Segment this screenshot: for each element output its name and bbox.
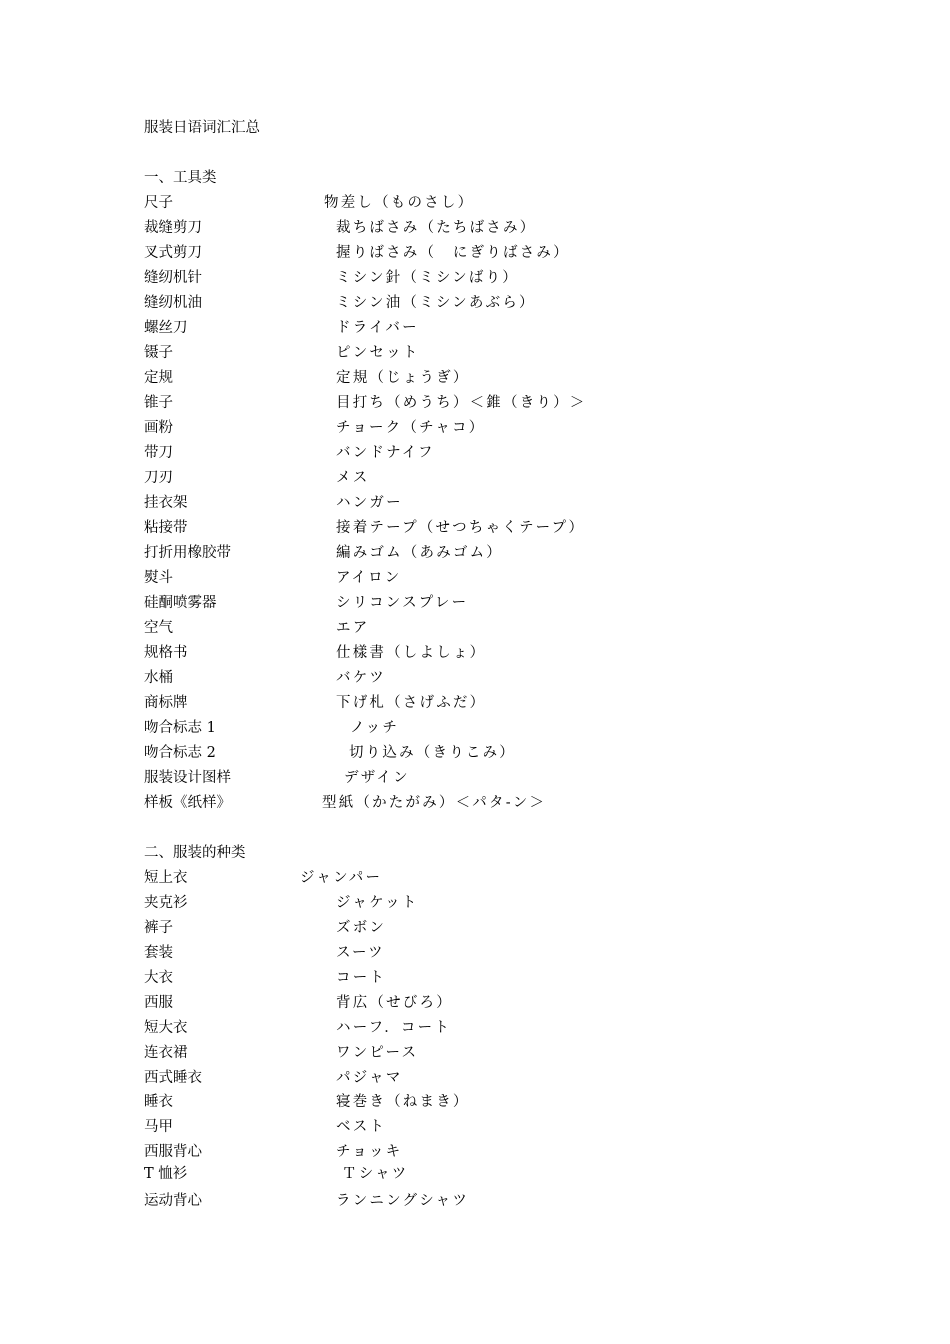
section-heading-tools: 一、工具类 xyxy=(144,170,217,186)
japanese-term: ピンセット xyxy=(336,345,420,361)
list-item xyxy=(144,518,586,538)
japanese-term: 型紙（かたがみ）＜パタ-ン＞ xyxy=(322,795,547,811)
list-item xyxy=(144,1043,419,1063)
chinese-term: 水桶 xyxy=(144,670,173,686)
chinese-term: 裁缝剪刀 xyxy=(144,220,202,236)
list-item xyxy=(144,543,503,563)
list-item xyxy=(144,243,570,263)
chinese-term: 服装设计图样 xyxy=(144,770,231,786)
japanese-term: アイロン xyxy=(336,570,402,586)
list-item xyxy=(144,1092,470,1112)
chinese-term: 马甲 xyxy=(144,1119,173,1135)
japanese-term: エア xyxy=(336,620,370,636)
chinese-term: 尺子 xyxy=(144,195,173,211)
document-title: 服装日语词汇汇总 xyxy=(144,120,260,136)
chinese-term: 夹克衫 xyxy=(144,895,188,911)
chinese-term: 挂衣架 xyxy=(144,495,188,511)
japanese-term: 接着テープ（せつちゃくテープ） xyxy=(336,520,586,536)
japanese-term: ドライバー xyxy=(336,320,419,336)
japanese-term: ジャンパー xyxy=(300,870,383,886)
chinese-term: 粘接带 xyxy=(144,520,188,536)
japanese-term: バケツ xyxy=(336,670,386,686)
japanese-term: スーツ xyxy=(336,945,385,961)
chinese-term: 硅酮喷雾器 xyxy=(144,595,217,611)
chinese-term: 画粉 xyxy=(144,420,173,436)
chinese-term: 吻合标志 1 xyxy=(144,720,216,736)
japanese-term: 背広（せびろ） xyxy=(336,995,453,1011)
japanese-term: ジャケット xyxy=(336,895,419,911)
chinese-term: 镊子 xyxy=(144,345,173,361)
japanese-term: パジャマ xyxy=(336,1070,403,1086)
list-item xyxy=(144,568,402,588)
list-item xyxy=(144,768,410,788)
list-item xyxy=(144,468,370,488)
japanese-term: 握りばさみ（ にぎりばさみ） xyxy=(336,245,570,261)
chinese-term: 商标牌 xyxy=(144,695,188,711)
chinese-term: 熨斗 xyxy=(144,570,173,586)
list-item xyxy=(144,418,486,438)
japanese-term: ハンガー xyxy=(336,495,403,511)
japanese-term: シリコンスプレー xyxy=(336,595,469,611)
chinese-term: 刀刃 xyxy=(144,470,173,486)
chinese-term: 套装 xyxy=(144,945,173,961)
chinese-term: 运动背心 xyxy=(144,1193,202,1209)
japanese-term: Ｔシャツ xyxy=(342,1166,409,1182)
list-item xyxy=(144,743,516,763)
japanese-term: ミシン針（ミシンばり） xyxy=(336,270,519,286)
japanese-term: デザイン xyxy=(344,770,410,786)
list-item xyxy=(144,368,470,388)
japanese-term: ハーフ．コート xyxy=(336,1020,452,1036)
chinese-term: 规格书 xyxy=(144,645,188,661)
chinese-term: 缝纫机针 xyxy=(144,270,202,286)
list-item xyxy=(144,393,587,413)
chinese-term: 西服背心 xyxy=(144,1144,202,1160)
japanese-term: チョッキ xyxy=(336,1144,403,1160)
list-item xyxy=(144,918,387,938)
list-item xyxy=(144,193,475,213)
japanese-term: 寝巻き（ねまき） xyxy=(336,1094,470,1110)
japanese-term: ズボン xyxy=(336,920,387,936)
chinese-term: 西式睡衣 xyxy=(144,1070,202,1086)
japanese-term: ベスト xyxy=(336,1119,387,1135)
list-item xyxy=(144,643,487,663)
list-item xyxy=(144,1164,409,1184)
japanese-term: ミシン油（ミシンあぶら） xyxy=(336,295,536,311)
chinese-term: 定规 xyxy=(144,370,173,386)
chinese-term: 带刀 xyxy=(144,445,173,461)
japanese-term: 仕樣書（しよしょ） xyxy=(336,645,487,661)
list-item xyxy=(144,868,383,888)
japanese-term: 切り込み（きりこみ） xyxy=(349,745,516,761)
list-item xyxy=(144,893,419,913)
chinese-term: 叉式剪刀 xyxy=(144,245,202,261)
list-item xyxy=(144,293,536,313)
list-item xyxy=(144,318,419,338)
list-item xyxy=(144,343,420,363)
chinese-term: 缝纫机油 xyxy=(144,295,202,311)
chinese-term: 西服 xyxy=(144,995,173,1011)
chinese-term: 螺丝刀 xyxy=(144,320,188,336)
japanese-term: ランニングシャツ xyxy=(336,1193,470,1209)
list-item xyxy=(144,668,386,688)
list-item xyxy=(144,268,519,288)
japanese-term: ワンピース xyxy=(336,1045,419,1061)
japanese-term: 編みゴム（あみゴム） xyxy=(336,545,503,561)
chinese-term: T 恤衫 xyxy=(144,1166,188,1182)
list-item xyxy=(144,493,403,513)
japanese-term: チョーク（チャコ） xyxy=(336,420,486,436)
japanese-term: 物差し（ものさし） xyxy=(324,195,475,211)
list-item xyxy=(144,593,469,613)
japanese-term: 目打ち（めうち）＜錐（きり）＞ xyxy=(336,395,587,411)
list-item xyxy=(144,968,387,988)
chinese-term: 裤子 xyxy=(144,920,173,936)
chinese-term: 短大衣 xyxy=(144,1020,188,1036)
list-item xyxy=(144,1191,470,1211)
japanese-term: 定規（じょうぎ） xyxy=(336,370,470,386)
list-item xyxy=(144,1018,452,1038)
chinese-term: 睡衣 xyxy=(144,1094,173,1110)
japanese-term: 下げ札（さげふだ） xyxy=(336,695,487,711)
list-item xyxy=(144,218,537,238)
list-item xyxy=(144,718,400,738)
japanese-term: 裁ちばさみ（たちばさみ） xyxy=(336,220,537,236)
chinese-term: 锥子 xyxy=(144,395,173,411)
section-heading-clothing-types: 二、服装的种类 xyxy=(144,845,246,861)
chinese-term: 空气 xyxy=(144,620,173,636)
chinese-term: 短上衣 xyxy=(144,870,188,886)
list-item xyxy=(144,793,547,813)
chinese-term: 样板《纸样》 xyxy=(144,795,231,811)
chinese-term: 连衣裙 xyxy=(144,1045,188,1061)
japanese-term: コート xyxy=(336,970,387,986)
list-item xyxy=(144,1142,403,1162)
list-item xyxy=(144,443,435,463)
list-item xyxy=(144,618,370,638)
list-item xyxy=(144,693,487,713)
chinese-term: 吻合标志 2 xyxy=(144,745,216,761)
list-item xyxy=(144,1068,403,1088)
japanese-term: バンドナイフ xyxy=(336,445,435,461)
list-item xyxy=(144,943,385,963)
chinese-term: 打折用橡胶带 xyxy=(144,545,231,561)
japanese-term: ノッチ xyxy=(350,720,400,736)
list-item xyxy=(144,993,453,1013)
japanese-term: メス xyxy=(336,470,370,486)
list-item xyxy=(144,1117,387,1137)
chinese-term: 大衣 xyxy=(144,970,173,986)
